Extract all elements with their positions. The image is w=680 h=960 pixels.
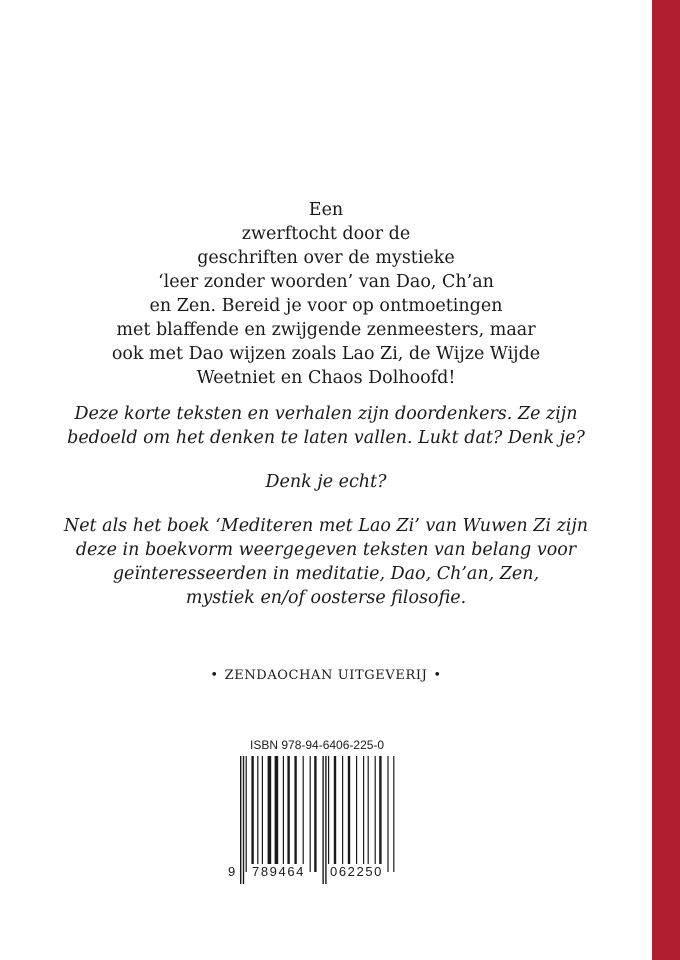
intro-line: Weetniet en Chaos Dolhoofd! bbox=[196, 368, 456, 388]
intro-line: met blaffende en zwijgende zenmeesters, maar bbox=[116, 320, 536, 340]
bullet-right: • bbox=[433, 668, 442, 683]
teaser-line: Deze korte teksten en verhalen zijn doordenkers. Ze zijn bbox=[74, 404, 578, 424]
intro-line: en Zen. Bereid je voor op ontmoetingen bbox=[149, 296, 503, 316]
isbn-text: ISBN 978-94-6406-225-0 bbox=[250, 738, 385, 752]
publisher-imprint bbox=[0, 668, 652, 683]
barcode-lead-digit: 9 bbox=[228, 864, 236, 879]
bullet-left: • bbox=[210, 668, 219, 683]
intro-line: zwerftocht door de bbox=[241, 224, 411, 244]
isbn-barcode bbox=[228, 738, 398, 888]
closing-line: geïnteresseerden in meditatie, Dao, Ch’an, Zen, bbox=[112, 564, 540, 584]
intro-line: geschriften over de mystieke bbox=[197, 248, 455, 268]
barcode-right-digits: 062250 bbox=[330, 864, 383, 879]
closing-line: Net als het boek ‘Mediteren met Lao Zi’ van Wuwen Zi zijn bbox=[63, 516, 589, 536]
book-spine-stripe bbox=[652, 0, 680, 960]
question-line: Denk je echt? bbox=[265, 472, 387, 492]
closing-line: mystiek en/of oosterse filosofie. bbox=[185, 588, 467, 608]
teaser-paragraph bbox=[0, 402, 652, 450]
barcode-left-digits: 789464 bbox=[252, 864, 305, 879]
teaser-line: bedoeld om het denken te laten vallen. Lukt dat? Denk je? bbox=[67, 428, 585, 448]
publisher-name: ZENDAOCHAN UITGEVERIJ bbox=[224, 668, 428, 683]
intro-line: ook met Dao wijzen zoals Lao Zi, de Wijze Wijde bbox=[111, 344, 541, 364]
question-paragraph bbox=[0, 470, 652, 494]
intro-line: ‘leer zonder woorden’ van Dao, Ch’an bbox=[158, 272, 494, 292]
intro-line: Een bbox=[308, 200, 344, 220]
intro-paragraph bbox=[0, 198, 652, 390]
closing-line: deze in boekvorm weergegeven teksten van belang voor bbox=[75, 540, 577, 560]
closing-paragraph bbox=[0, 514, 652, 610]
